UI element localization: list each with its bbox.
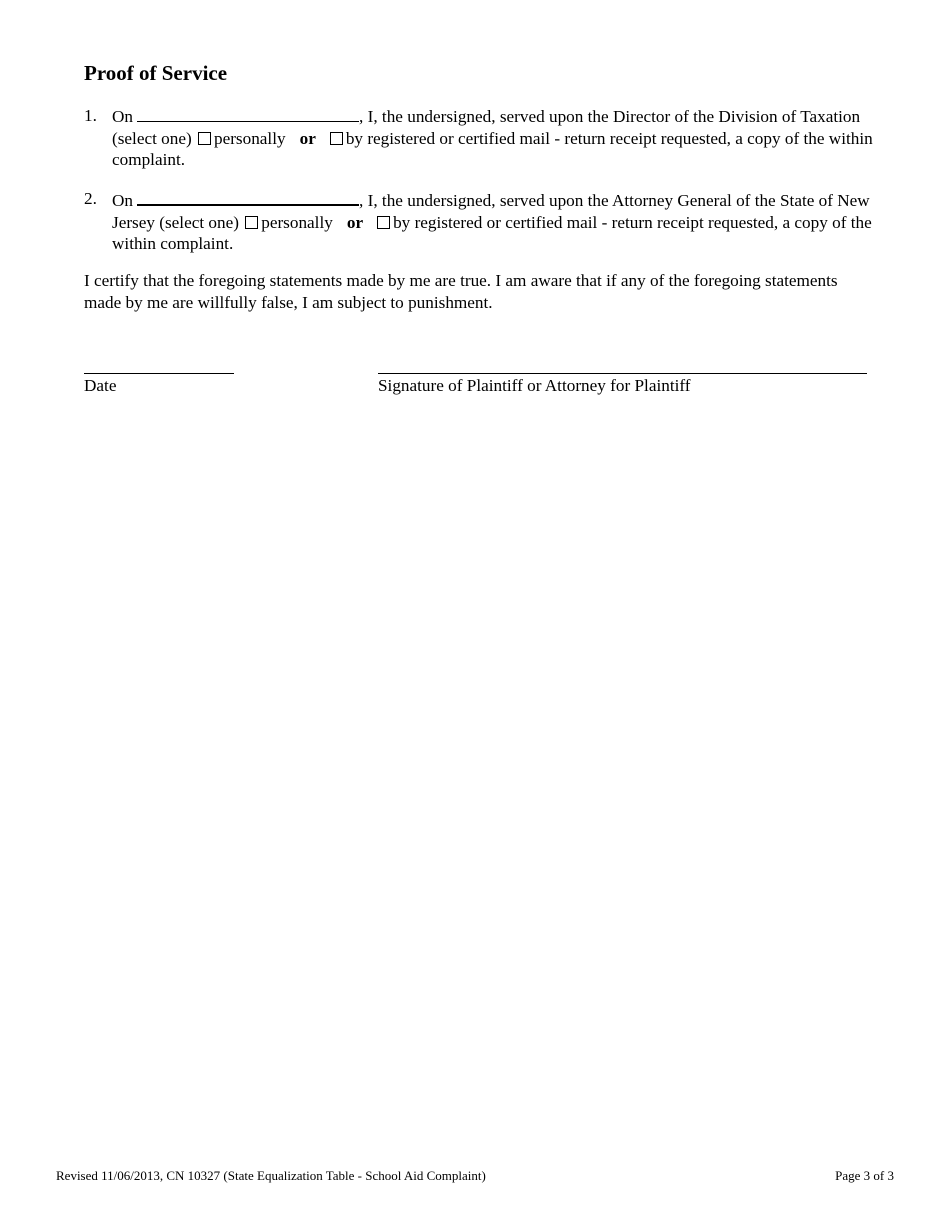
date-label: Date — [84, 376, 117, 395]
service-date-field-1[interactable] — [137, 105, 359, 122]
page-title: Proof of Service — [84, 61, 228, 85]
mail-label: by registered or certified mail - return receipt — [393, 212, 704, 232]
item-text — [112, 105, 874, 171]
service-description: , I, the undersigned, served upon the Attorney General of the State of New Jersey (select one) — [112, 191, 870, 232]
item-ending: a copy of the within complaint. — [112, 128, 873, 169]
personally-label: personally — [261, 212, 333, 232]
service-description: , I, the undersigned, served upon the Director of the Division of Taxation (select one) — [112, 107, 861, 148]
personally-checkbox-1[interactable] — [198, 132, 211, 145]
service-date-field-2[interactable] — [137, 188, 359, 206]
date-signature-line[interactable] — [84, 373, 234, 374]
signature-line[interactable] — [378, 373, 867, 374]
on-label: On — [112, 107, 134, 126]
item-ending: requested, a copy of the within complaint. — [112, 212, 872, 253]
service-item-1 — [84, 105, 874, 171]
personally-checkbox-2[interactable] — [245, 216, 258, 229]
mail-checkbox-2[interactable] — [377, 216, 390, 229]
on-label: On — [112, 191, 134, 210]
or-label: or — [346, 212, 364, 232]
footer-page-number: Page 3 of 3 — [835, 1168, 894, 1183]
personally-label: personally — [213, 128, 286, 148]
certification-text: I certify that the foregoing statements made by me are true. I am aware that if any of the foregoing statements made by me are willfully false, I am subject to punishment. — [84, 271, 838, 312]
or-label: or — [299, 128, 316, 148]
mail-checkbox-1[interactable] — [330, 132, 343, 145]
signature-label: Signature of Plaintiff or Attorney for Plaintiff — [378, 376, 691, 395]
item-number: 2. — [84, 189, 97, 208]
service-item-2 — [84, 188, 874, 255]
item-number: 1. — [84, 106, 97, 125]
footer-revision: Revised 11/06/2013, CN 10327 (State Equalization Table - School Aid Complaint) — [56, 1168, 486, 1183]
mail-label: by registered or certified mail - return receipt requested, — [345, 128, 731, 148]
item-text — [112, 188, 874, 255]
